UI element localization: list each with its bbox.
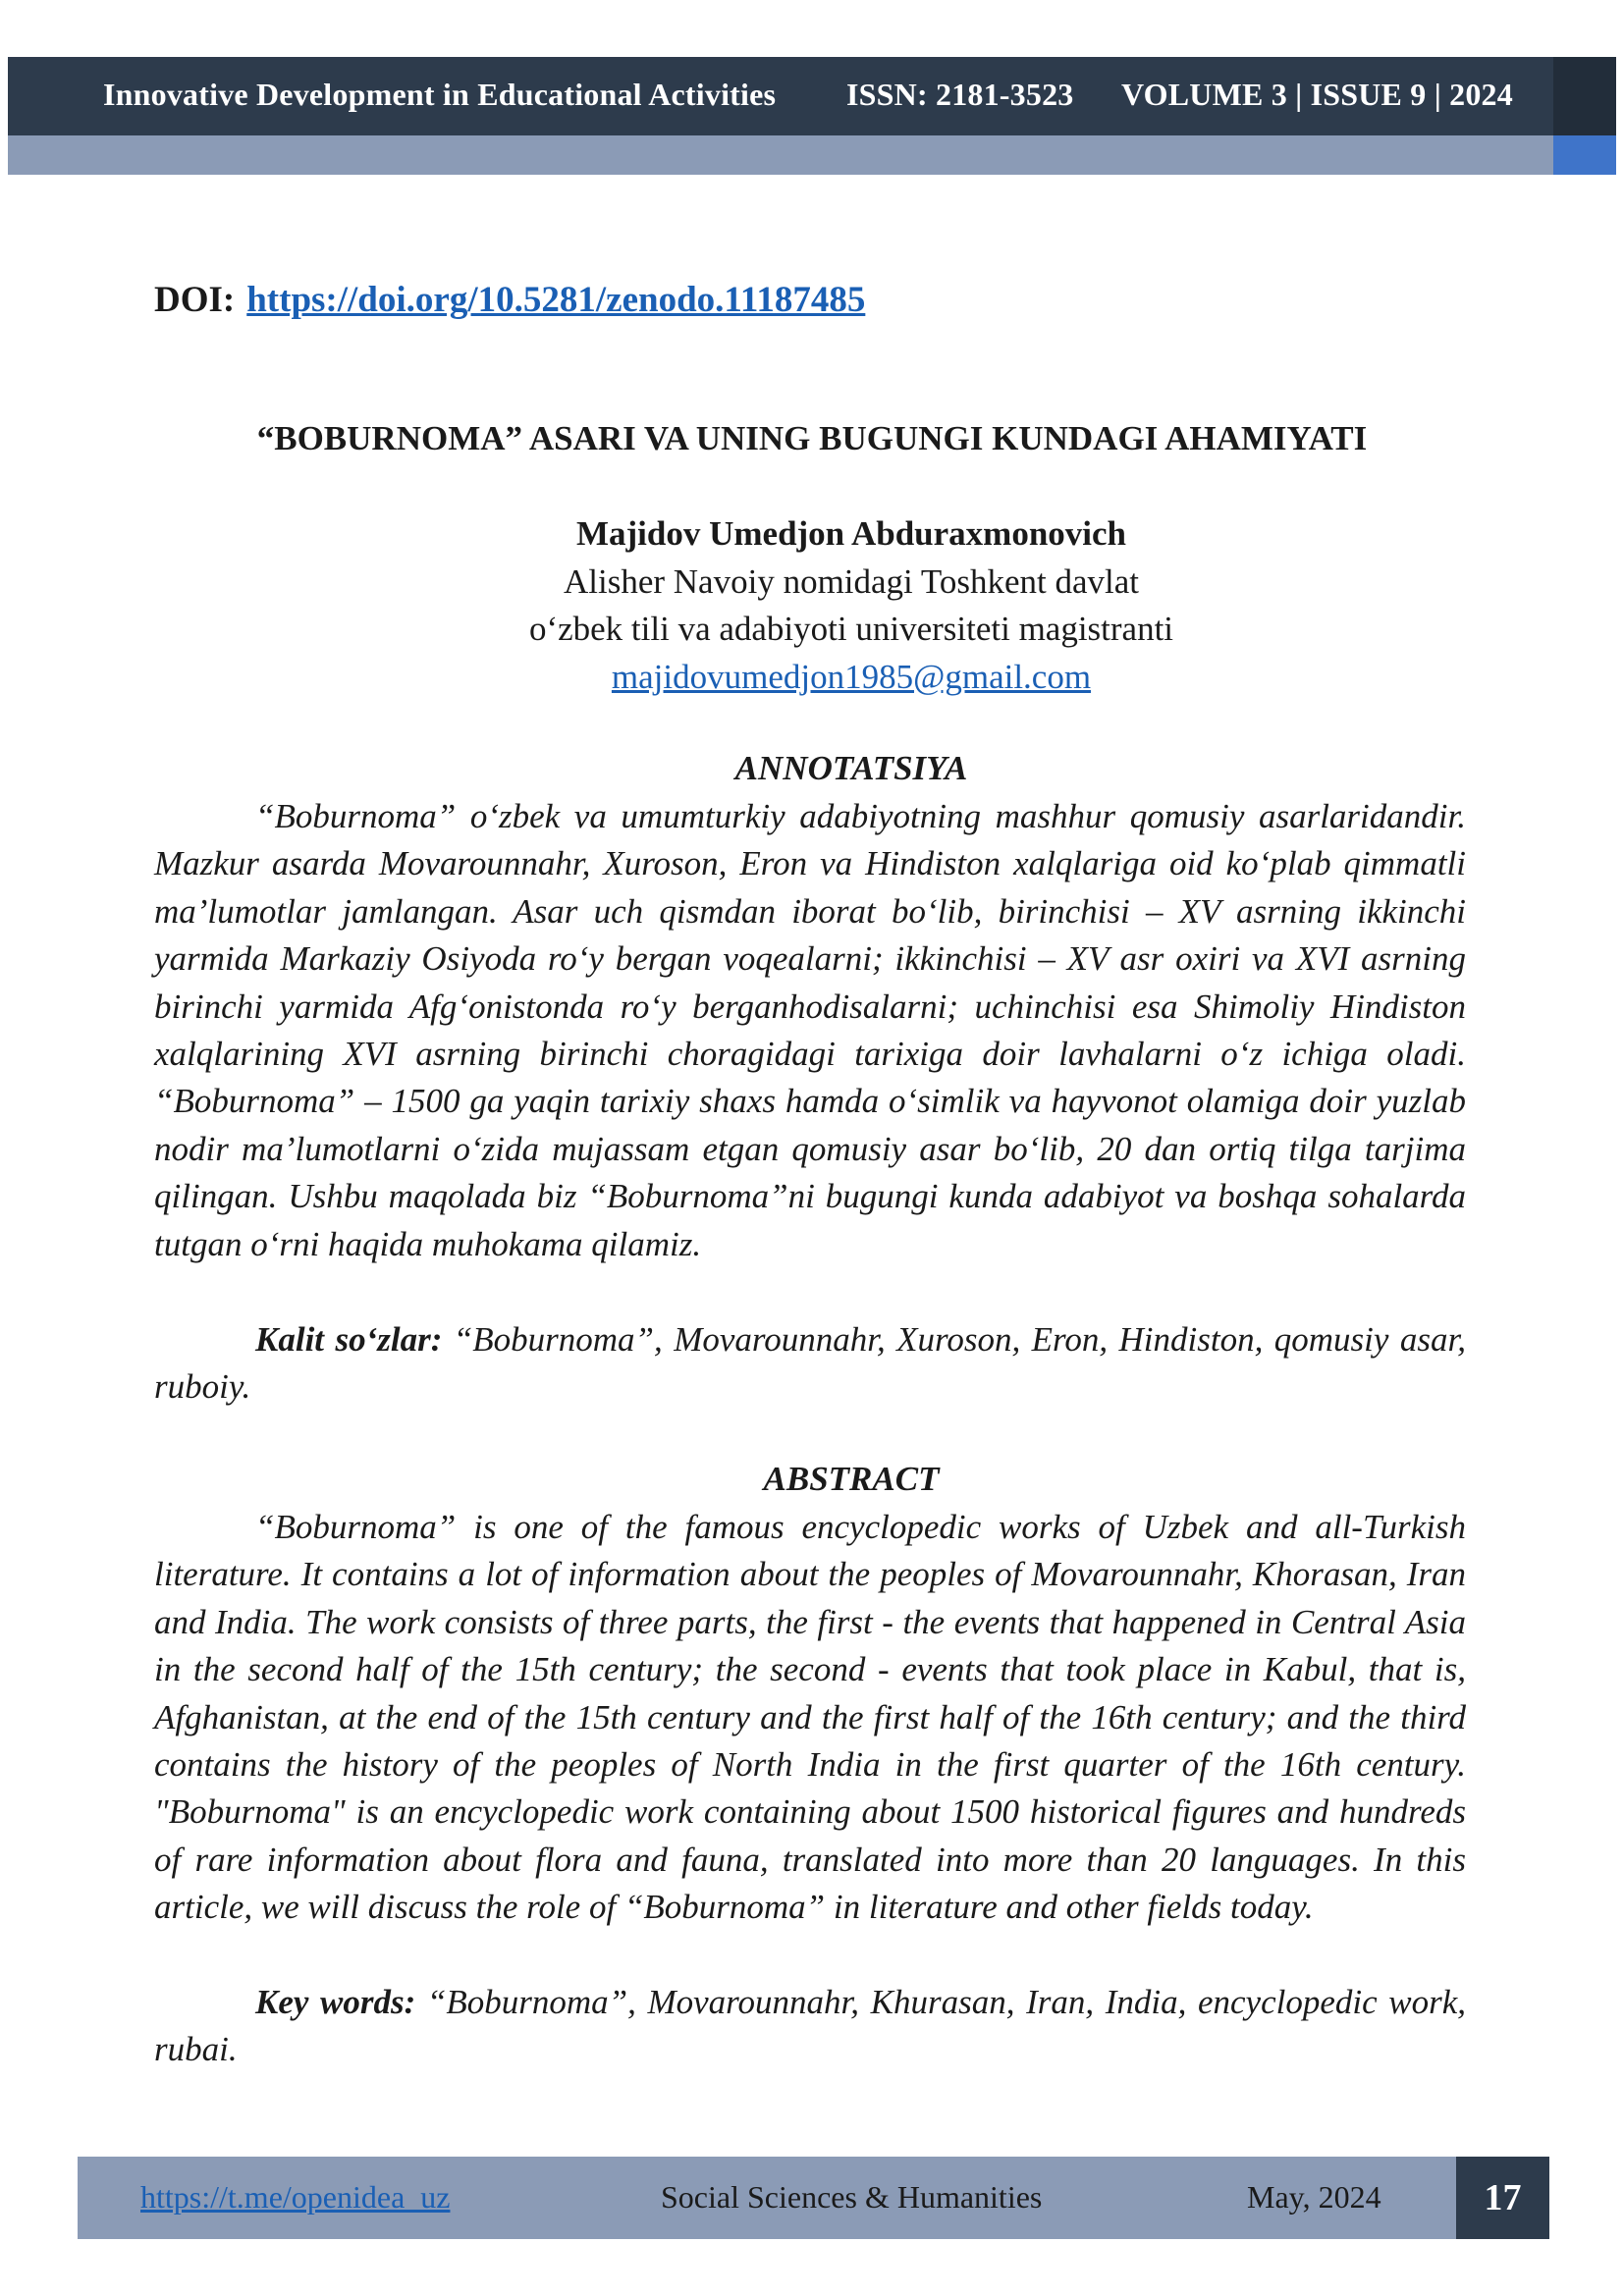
doi-link[interactable]: https://doi.org/10.5281/zenodo.11187485 <box>246 280 866 320</box>
abstract-body: “Boburnoma” is one of the famous encyclopedic works of Uzbek and all-Turkish literature. It contains a lot of information about the peoples of Movarounnahr, Khorasan, Iran and India. The work consists of three parts, the first - the events that happened in Central Asia in the second half of the 15th century; the second - events that took place in Kabul, that is, Afghanistan, at the end of the 15th century and the first half of the 16th century; and the third contains the history of the peoples of North India in the first quarter of the 16th century. "Boburnoma" is an encyclopedic work containing about 1500 historical figures and hundreds of rare information about flora and fauna, translated into more than 20 languages. In this article, we will discuss the role of “Boburnoma” in literature and other fields today. <box>154 1508 1466 1927</box>
article-title: “BOBURNOMA” ASARI VA UNING BUGUNGI KUNDAGI AHAMIYATI <box>256 419 1368 457</box>
volume-issue: VOLUME 3 | ISSUE 9 | 2024 <box>1121 77 1513 112</box>
header-tab-dark <box>1553 57 1616 135</box>
doi-line <box>154 279 865 321</box>
abstract-heading: ABSTRACT <box>763 1460 940 1498</box>
annotation-keywords-label: Kalit so‘zlar: <box>255 1320 443 1359</box>
author-name: Majidov Umedjon Abduraxmonovich <box>575 514 1127 553</box>
header-stripe <box>8 135 1553 175</box>
author-affiliation-line1: Alisher Navoiy nomidagi Toshkent davlat <box>564 561 1139 601</box>
author-email-link[interactable]: majidovumedjon1985@gmail.com <box>611 657 1092 696</box>
footer-telegram-link[interactable]: https://t.me/openidea_uz <box>140 2179 451 2215</box>
abstract-keywords-label: Key words: <box>255 1983 416 2021</box>
abstract-keywords-text: “Boburnoma”, Movarounnahr, Khurasan, Iran, India, encyclopedic work, rubai. <box>154 1983 1467 2069</box>
footer-date: May, 2024 <box>1247 2179 1381 2215</box>
annotation-heading: ANNOTATSIYA <box>734 749 968 787</box>
author-affiliation-line2: o‘zbek tili va adabiyoti universiteti magistranti <box>528 610 1174 648</box>
journal-name: Innovative Development in Educational Activities <box>103 77 777 112</box>
annotation-keywords-text: “Boburnoma”, Movarounnahr, Xuroson, Eron, Hindiston, qomusiy asar, ruboiy. <box>154 1320 1466 1407</box>
author-block <box>154 510 1548 701</box>
doi-label: DOI: <box>154 280 236 320</box>
page-number: 17 <box>1456 2157 1549 2239</box>
abstract-keywords <box>154 1979 1466 2074</box>
annotation-body: “Boburnoma” o‘zbek va umumturkiy adabiyotning mashhur qomusiy asarlaridandir. Mazkur asarda Movarounnahr, Xuroson, Eron va Hindiston xalqlariga oid ko‘plab qimmatli ma’lumotlar jamlangan. Asar uch qismdan iborat bo‘lib, birinchisi – XV asrning ikkinchi yarmida Markaziy Osiyoda ro‘y bergan voqealarni; ikkinchisi – XV asr oxiri va XVI asrning birinchi yarmida Afg‘onistonda ro‘y berganhodisalarni; uchinchisi esa Shimoliy Hindiston xalqlarining XVI asrning birinchi choragidagi tarixiga doir lavhalarni o‘z ichiga oladi. “Boburnoma” – 1500 ga yaqin tarixiy shaxs hamda o‘simlik va hayvonot olamiga doir yuzlab nodir ma’lumotlarni o‘zida mujassam etgan qomusiy asar bo‘lib, 20 dan ortiq tilga tarjima qilingan. Ushbu maqolada biz “Boburnoma”ni bugungi kunda adabiyot va boshqa sohalarda tutgan o‘rni haqida muhokama qilamiz. <box>154 797 1466 1263</box>
issn: ISSN: 2181-3523 <box>846 77 1074 112</box>
header-tab-blue <box>1553 135 1616 175</box>
footer-section: Social Sciences & Humanities <box>661 2179 1043 2215</box>
annotation-keywords <box>154 1316 1466 1412</box>
